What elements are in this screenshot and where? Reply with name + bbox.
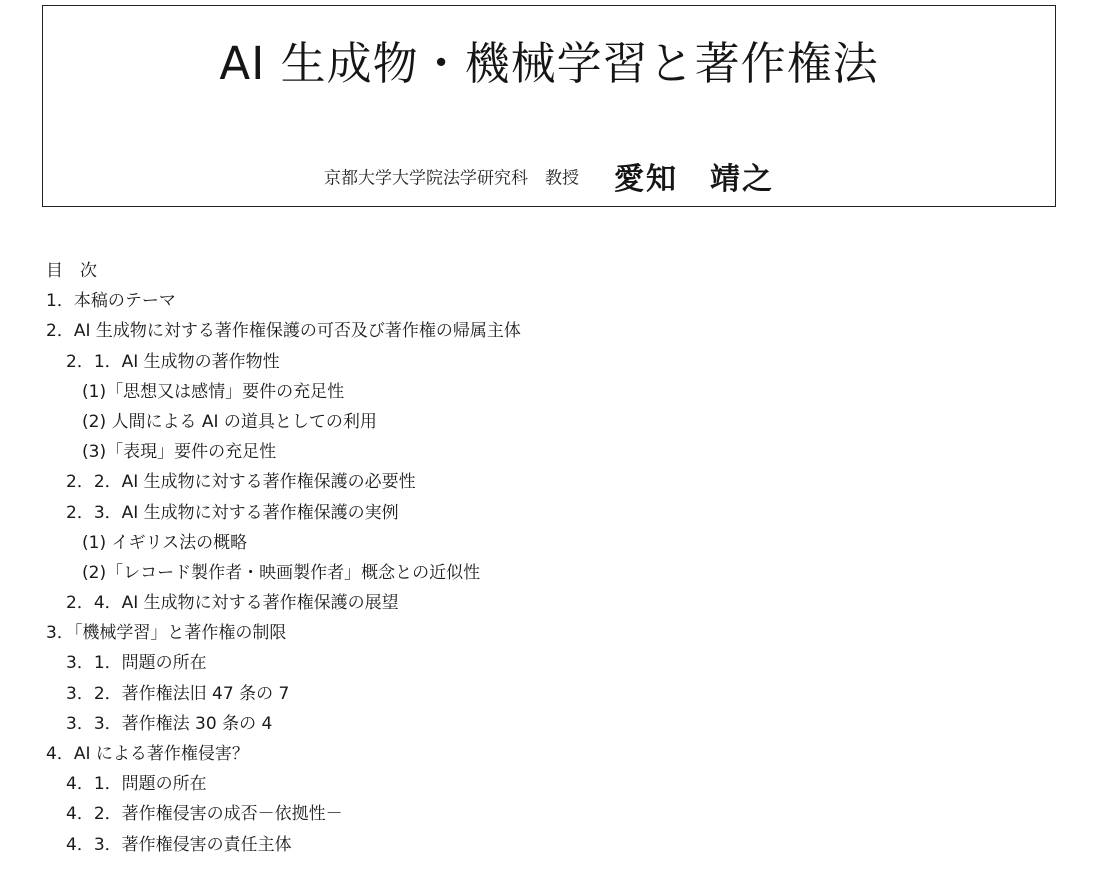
toc-entry: (2) 人間による AI の道具としての利用 (82, 411, 377, 432)
toc-heading: 目 次 (46, 261, 97, 281)
toc-entry: 3．3．著作権法 30 条の 4 (66, 713, 273, 734)
toc-entry: (3)「表現」要件の充足性 (82, 442, 277, 463)
toc-entry: 1．本稿のテーマ (46, 291, 176, 312)
toc-entry: 4．2．著作権侵害の成否－依拠性－ (66, 804, 343, 825)
table-of-contents (46, 256, 1046, 860)
toc-entry: 2．2．AI 生成物に対する著作権保護の必要性 (66, 472, 416, 493)
toc-entry: 2．AI 生成物に対する著作権保護の可否及び著作権の帰属主体 (46, 321, 521, 342)
toc-entry: 3．1．問題の所在 (66, 653, 207, 674)
toc-entry: 2．3．AI 生成物に対する著作権保護の実例 (66, 502, 399, 523)
toc-entry: 4．3．著作権侵害の責任主体 (66, 834, 292, 855)
toc-entry: (1)「思想又は感情」要件の充足性 (82, 381, 345, 402)
toc-entry: 2．1．AI 生成物の著作物性 (66, 351, 280, 372)
author-affiliation: 京都大学大学院法学研究科 教授 (323, 168, 579, 189)
author-name: 愛知 靖之 (614, 162, 775, 197)
toc-entry: 3．「機械学習」と著作権の制限 (46, 623, 287, 644)
title-box (42, 5, 1056, 207)
document-title: AI 生成物・機械学習と著作権法 (219, 37, 879, 90)
toc-entry: 4．1．問題の所在 (66, 774, 207, 795)
toc-entry: (2)「レコード製作者・映画製作者」概念との近似性 (82, 562, 481, 583)
toc-entry: 4．AI による著作権侵害？ (46, 744, 249, 764)
toc-entry: 2．4．AI 生成物に対する著作権保護の展望 (66, 593, 399, 614)
byline (43, 154, 1055, 198)
toc-entry: 3．2．著作権法旧 47 条の 7 (66, 683, 290, 704)
toc-entry: (1) イギリス法の概略 (82, 532, 248, 553)
